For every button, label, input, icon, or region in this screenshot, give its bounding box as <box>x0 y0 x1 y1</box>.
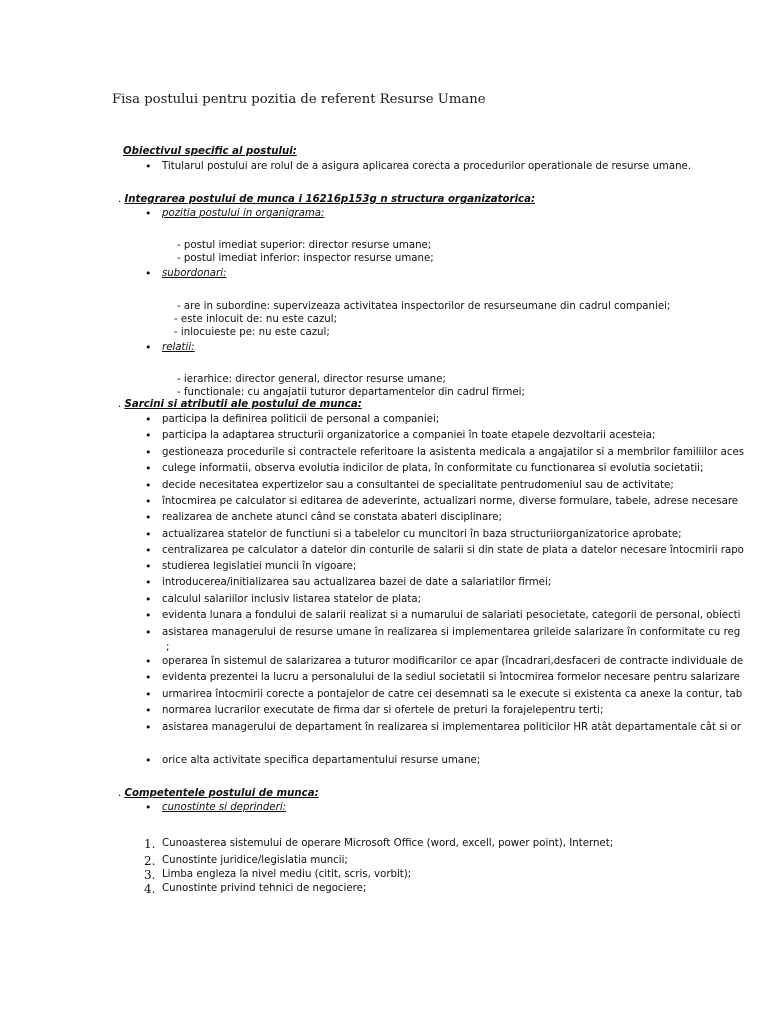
competency-item <box>144 837 614 851</box>
competencies-label: • cunostinte si deprinderi: <box>162 801 286 815</box>
task-item: • întocmirea pe calculator si editarea de adeverinte, actualizari norme, diverse formulare, tabele, adrese necesare <box>162 495 738 509</box>
competency-item <box>144 854 348 868</box>
position-line: - postul imediat inferior: inspector resurse umane; <box>177 253 434 264</box>
task-item: • decide necesitatea expertizelor sau a consultantei de specialitate pentrudomeniul sau de activitate; <box>162 479 674 493</box>
task-item: • participa la definirea politicii de personal a companiei; <box>162 413 439 427</box>
list-number: 1. <box>144 837 156 851</box>
task-item: • realizarea de anchete atunci când se constata abateri disciplinare; <box>162 511 502 525</box>
competencies-heading: Competentele postului de munca: <box>124 788 319 799</box>
relations-label: • relatii: <box>162 341 195 355</box>
document-title: Fisa postului pentru pozitia de referent Resurse Umane <box>112 92 486 107</box>
tasks-heading-row <box>118 398 362 412</box>
subordination-line: - este inlocuit de: nu este cazul; <box>174 314 338 325</box>
list-number: 3. <box>144 868 156 882</box>
task-item: • culege informatii, observa evolutia indicilor de plata, în conformitate cu functionarea si evolutia societatii; <box>162 462 703 476</box>
tasks-heading: Sarcini si atributii ale postului de munca: <box>124 399 362 410</box>
competency-text: Cunostinte juridice/legislatia muncii; <box>162 855 348 866</box>
competency-text: Cunoasterea sistemului de operare Microsoft Office (word, excell, power point), Internet; <box>162 838 614 849</box>
competency-text: Limba engleza la nivel mediu (citit, scris, vorbit); <box>162 869 412 880</box>
competency-item <box>144 882 367 896</box>
task-item: • calculul salariilor inclusiv listarea statelor de plata; <box>162 593 421 607</box>
integration-heading-row <box>118 193 535 207</box>
task-item: • studierea legislatiei muncii în vigoare; <box>162 560 356 574</box>
list-number: 2. <box>144 854 156 868</box>
subordination-line: - are in subordine: supervizeaza activitatea inspectorilor de resurseumane din cadrul companiei; <box>177 301 671 312</box>
competencies-heading-row <box>118 787 319 801</box>
task-item: • asistarea managerului de resurse umane în realizarea si implementarea grileide salarizare în conformitate cu reg <box>162 626 740 640</box>
task-item: • normarea lucrarilor executate de firma dar si ofertele de preturi la forajelepentru terti; <box>162 704 603 718</box>
competency-item <box>144 868 412 882</box>
task-item: • gestioneaza procedurile si contractele referitoare la asistenta medicala a angajatilor si a membrilor familiilor aces <box>162 446 744 460</box>
task-item: • participa la adaptarea structurii organizatorice a companiei în toate etapele dezvoltarii acesteia; <box>162 429 655 443</box>
relations-line: - ierarhice: director general, director resurse umane; <box>177 374 446 385</box>
task-item: • evidenta lunara a fondului de salarii realizat si a numarului de salariati pesocietate, categorii de personal, obiecti <box>162 609 741 623</box>
task-item: • introducerea/initializarea sau actualizarea bazei de date a salariatilor firmei; <box>162 576 551 590</box>
subordination-line: - inlocuieste pe: nu este cazul; <box>174 327 330 338</box>
task-item: • operarea în sistemul de salarizarea a tuturor modificarilor ce apar (încadrari,desfaceri de contracte individuale de <box>162 655 743 669</box>
list-number: 4. <box>144 882 156 896</box>
task-item: • orice alta activitate specifica departamentului resurse umane; <box>162 754 480 768</box>
task-item: • asistarea managerului de departament în realizarea si implementarea politicilor HR atât departamentale cât si or <box>162 721 741 735</box>
relations-line: - functionale: cu angajatii tuturor departamentelor din cadrul firmei; <box>177 387 525 398</box>
objective-text: • Titularul postului are rolul de a asigura aplicarea corecta a procedurilor operationale de resurse umane. <box>162 160 691 174</box>
section-prefix: . <box>118 788 125 799</box>
task-continuation: ; <box>166 642 170 653</box>
task-item: • urmarirea întocmirii corecte a pontajelor de catre cei desemnati sa le execute si existenta ca anexe la contur, tab <box>162 688 742 702</box>
task-item: • actualizarea statelor de functiuni si a tabelelor cu muncitori în baza structuriiorganizatorice aprobate; <box>162 528 682 542</box>
objective-heading: Obiectivul specific al postului: <box>123 146 297 157</box>
task-item: • evidenta prezentei la lucru a personalului de la sediul societatii si întocmirea formelor necesare pentru salarizare <box>162 671 740 685</box>
position-label: • pozitia postului in organigrama: <box>162 207 324 221</box>
competency-text: Cunostinte privind tehnici de negociere; <box>162 883 367 894</box>
task-item: • centralizarea pe calculator a datelor din conturile de salarii si din state de plata a datelor necesare întocmirii rapo <box>162 544 744 558</box>
position-line: - postul imediat superior: director resurse umane; <box>177 240 432 251</box>
subordination-label: • subordonari: <box>162 267 227 281</box>
integration-heading: Integrarea postului de munca i 16216p153g n structura organizatorica: <box>124 194 536 205</box>
section-prefix: . <box>118 194 125 205</box>
section-prefix: . <box>118 399 125 410</box>
